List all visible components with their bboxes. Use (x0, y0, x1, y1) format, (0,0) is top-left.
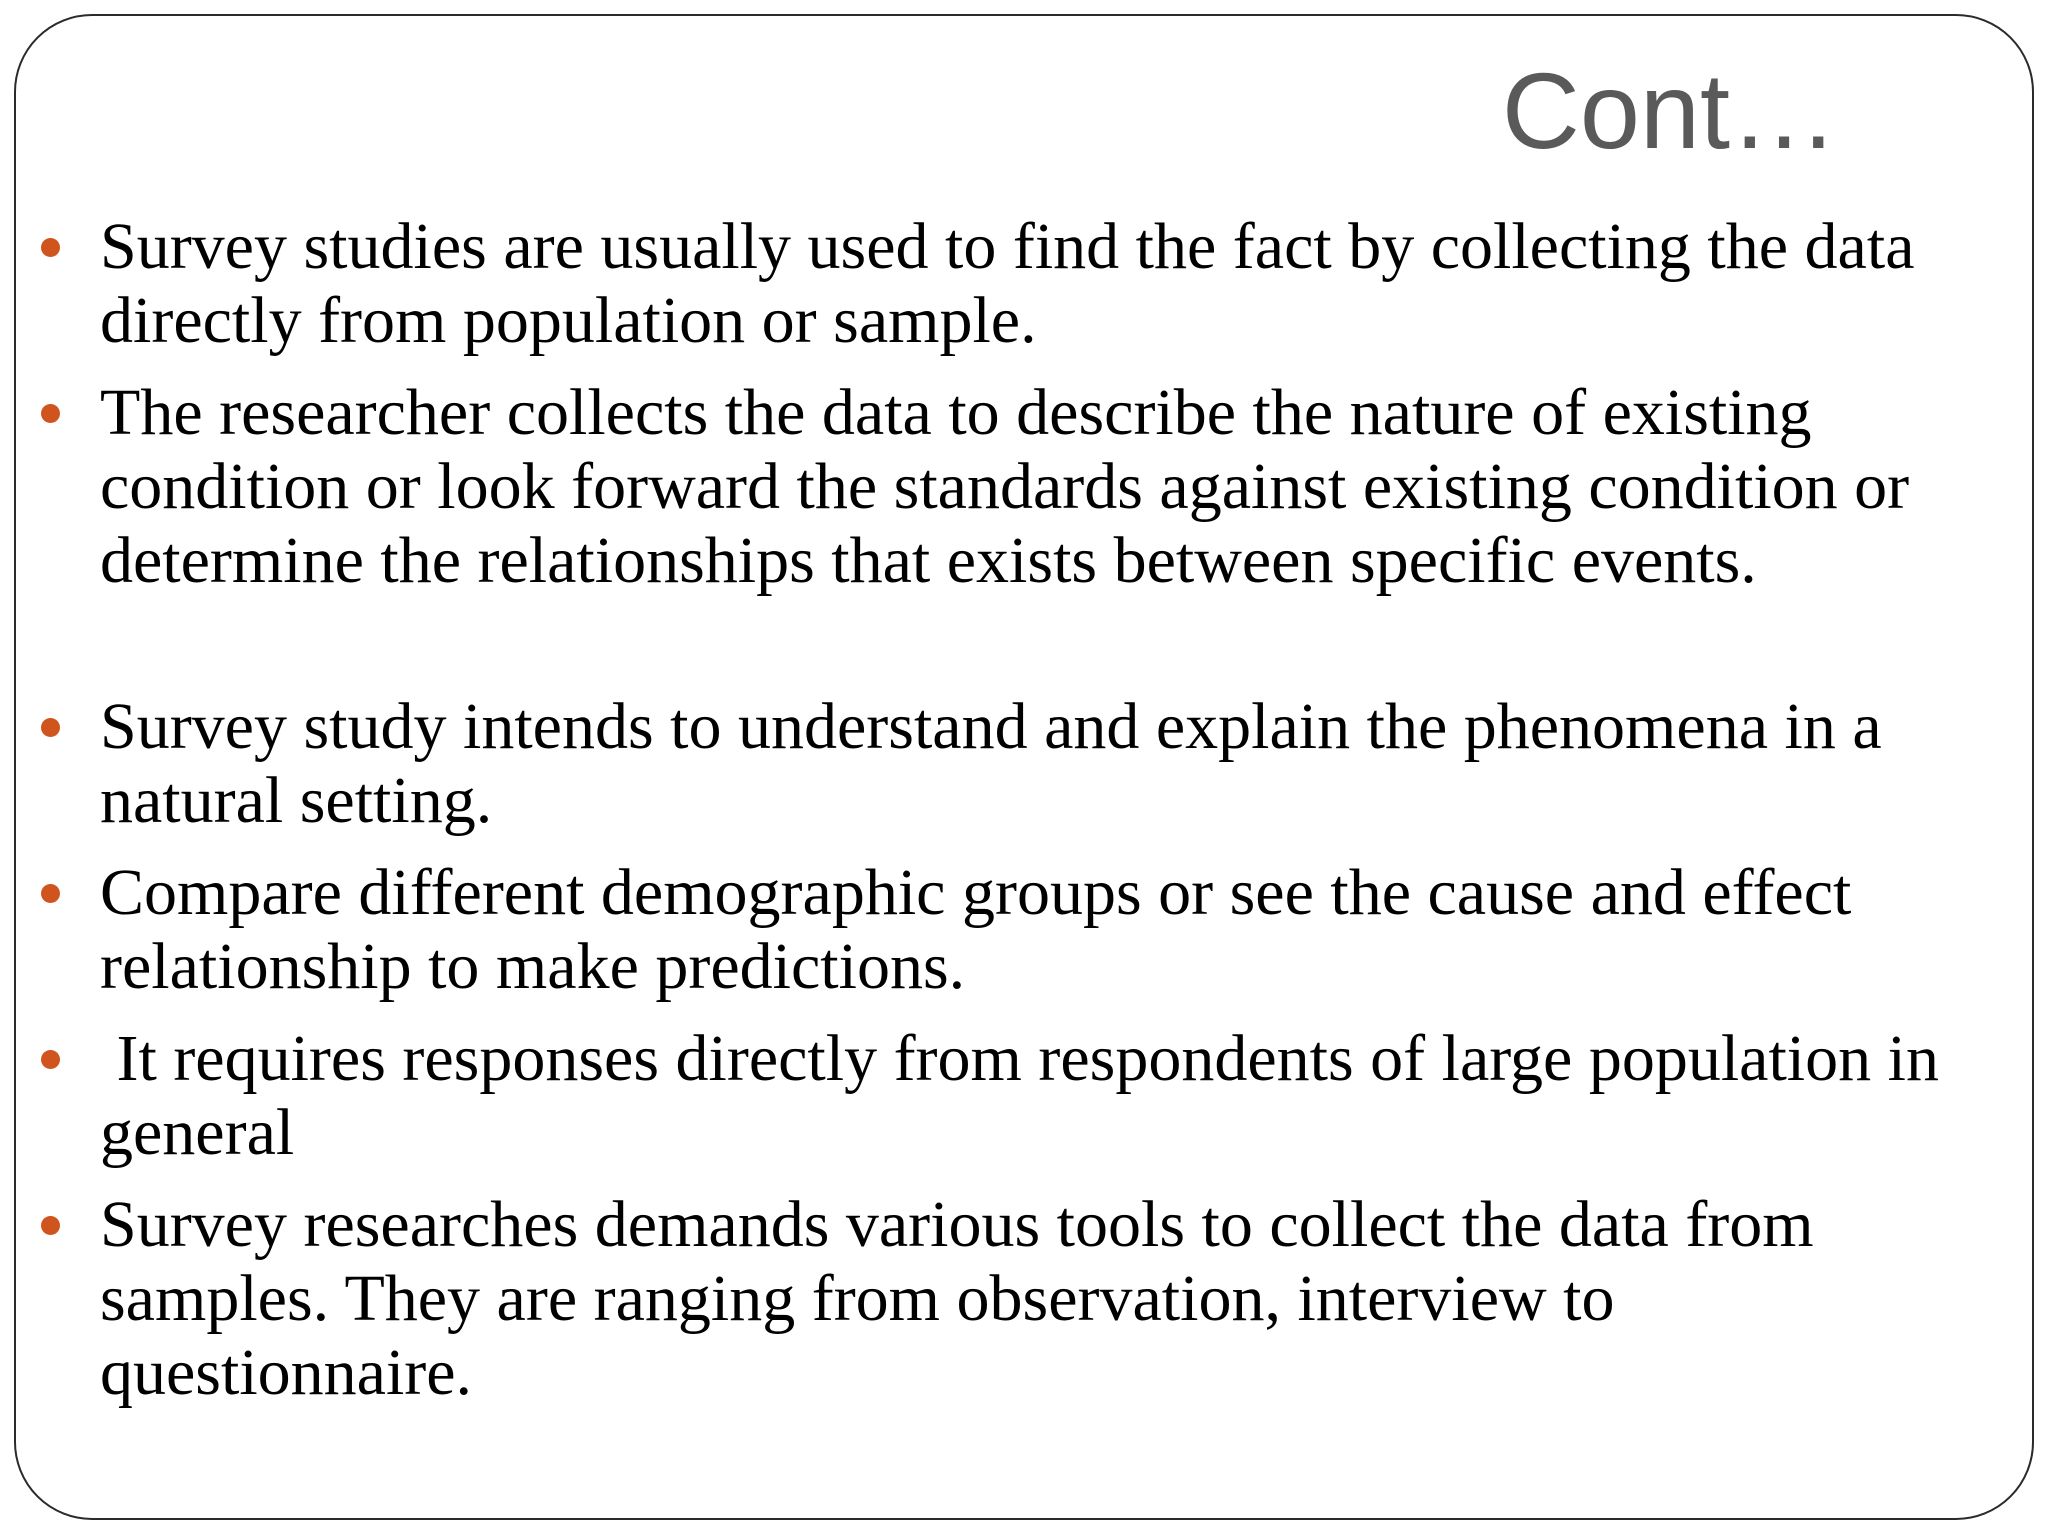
bullet-item (100, 1188, 2000, 1410)
bullet-text: Survey study intends to understand and explain the phenomena in a natural setting. (100, 690, 1899, 837)
bullet-dot-icon (41, 718, 60, 737)
bullet-item (100, 376, 2000, 598)
bullet-dot-icon (41, 238, 60, 257)
bullet-list (0, 210, 2048, 1428)
bullet-item (100, 210, 2000, 358)
bullet-dot-icon (41, 1216, 60, 1235)
bullet-text: Survey studies are usually used to find the fact by collecting the data directly from population or sample. (100, 210, 1931, 357)
bullet-dot-icon (41, 404, 60, 423)
bullet-text: Compare different demographic groups or see the cause and effect relationship to make predictions. (100, 856, 1868, 1003)
bullet-item (100, 690, 2000, 838)
bullet-text: It requires responses directly from respondents of large population in general (100, 1022, 1956, 1169)
bullet-dot-icon (41, 1050, 60, 1069)
bullet-item (100, 856, 2000, 1004)
bullet-text: The researcher collects the data to describe the nature of existing condition or look forward the standards against existing condition or determine the relationships that exists between specific events. (100, 376, 1926, 597)
bullet-text: Survey researches demands various tools to collect the data from samples. They are ranging from observation, interview to questionnaire. (100, 1188, 1831, 1409)
slide-title: Cont… (1501, 50, 1838, 171)
bullet-dot-icon (41, 884, 60, 903)
bullet-item (100, 1022, 2000, 1170)
